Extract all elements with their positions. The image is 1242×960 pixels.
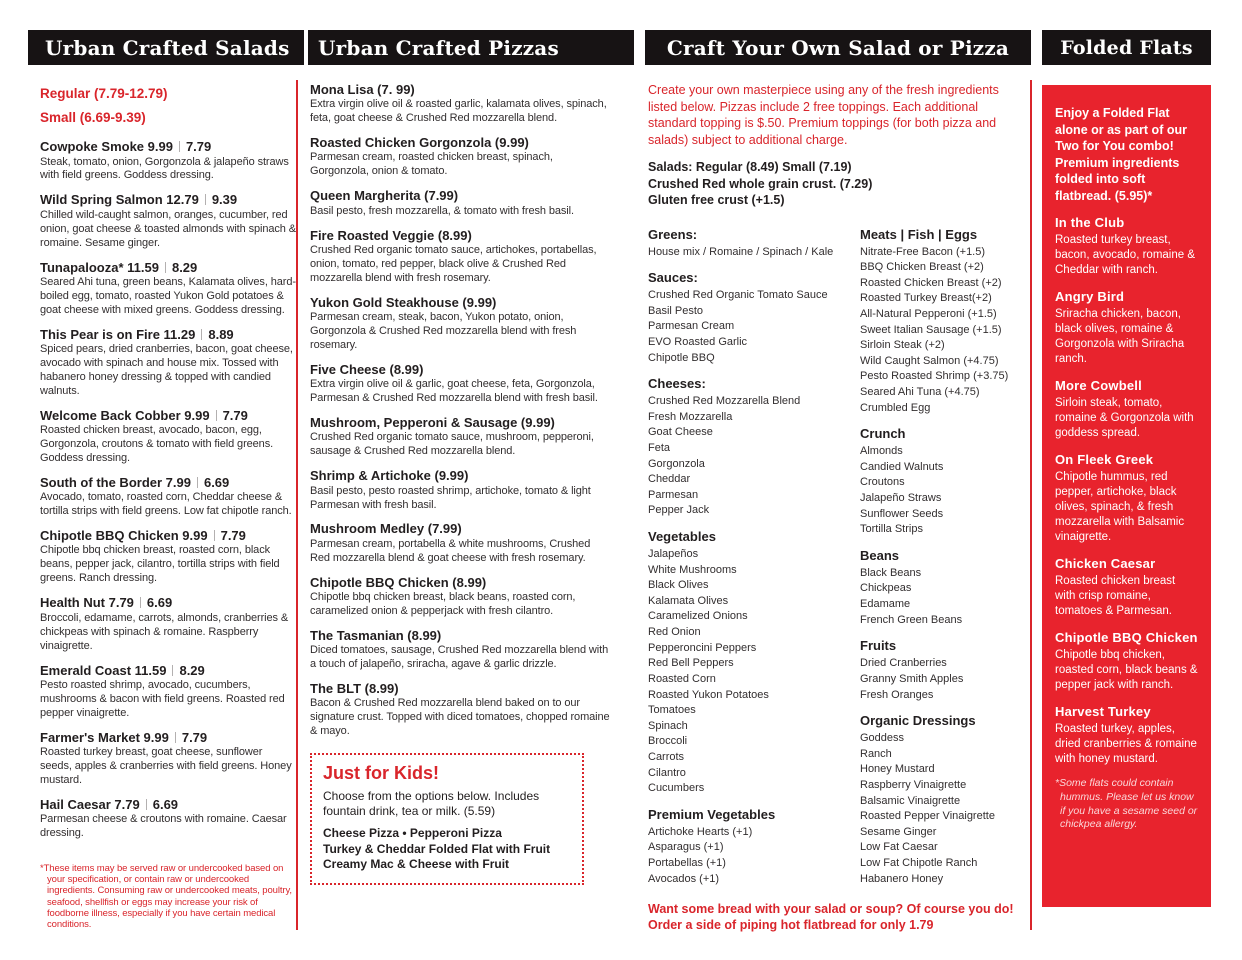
ingredient-group-fruits: [860, 638, 1028, 703]
price-divider: [179, 141, 180, 152]
salad-item-title: Chipotle BBQ Chicken 9.99 7.79: [40, 528, 246, 544]
price-divider: [175, 732, 176, 743]
pizza-item-description: Basil pesto, fresh mozzarella, & tomato with fresh basil.: [310, 204, 574, 217]
salad-item-description: Chilled wild-caught salmon, oranges, cucumber, red onion, goat cheese & toasted almonds with spinach & romaine. Sesame ginger.: [40, 208, 297, 249]
pizza-menu-item: [310, 362, 613, 406]
salad-item-title: This Pear is on Fire 11.29 8.89: [40, 326, 234, 342]
group-title: Sauces:: [648, 270, 698, 286]
craft-intro-text: Create your own masterpiece using any of the fresh ingredients listed below. Pizzas include 2 free toppings. Each additional standard topping is $.50. Premium toppings (for both pizza and salads) subject to additional charge.: [648, 83, 999, 147]
ingredient-item: Artichoke Hearts (+1): [648, 825, 753, 838]
salad-item-title: Farmer's Market 9.99 7.79: [40, 729, 208, 745]
ingredient-item: Portabellas (+1): [648, 857, 726, 869]
ingredient-item: Nitrate-Free Bacon (+1.5): [860, 245, 986, 258]
group-title: Fruits: [860, 638, 897, 654]
ingredient-item: Parmesan: [648, 488, 699, 501]
salad-item-title: Health Nut 7.79 6.69: [40, 595, 173, 611]
pizzas-column: [310, 82, 613, 885]
just-for-kids-box: [310, 753, 584, 885]
flat-item-name: Chicken Caesar: [1055, 556, 1156, 572]
price-divider: [201, 329, 202, 340]
pizza-item-title: Mushroom Medley (7.99): [310, 521, 462, 537]
ingredient-item: Edamame: [860, 598, 911, 611]
salads-item-list: [40, 139, 296, 841]
salad-item-title: Emerald Coast 11.59 8.29: [40, 662, 205, 678]
ingredient-list: [648, 825, 860, 887]
ingredient-item: Honey Mustard: [860, 763, 935, 776]
ingredient-item: Spinach: [648, 719, 688, 732]
ingredient-item: EVO Roasted Garlic: [648, 335, 748, 348]
pizza-menu-item: [310, 681, 613, 739]
group-title: Organic Dressings: [860, 713, 976, 729]
ingredient-item: Crushed Red Organic Tomato Sauce: [648, 289, 828, 302]
flat-menu-item: [1055, 452, 1198, 545]
price-divider: [197, 477, 198, 488]
ingredient-item: Dried Cranberries: [860, 657, 947, 670]
craft-price-line: Salads: Regular (8.49) Small (7.19): [648, 160, 852, 174]
ingredient-group-vegetables: [648, 529, 860, 797]
ingredient-item: Avocados (+1): [648, 872, 720, 885]
section-header-flats: Folded Flats: [1042, 30, 1211, 65]
pizza-item-description: Crushed Red organic tomato sauce, artichokes, portabellas, onion, tomato, red pepper, black olive & Crushed Red mozzarella blend with fresh rosemary.: [310, 243, 597, 284]
kids-box-title: Just for Kids!: [323, 763, 440, 784]
flat-item-name: Harvest Turkey: [1055, 704, 1151, 720]
pizza-item-title: The Tasmanian (8.99): [310, 627, 442, 643]
pizza-menu-item: [310, 575, 613, 619]
ingredient-group-beans: [860, 548, 1028, 628]
flat-item-description: Roasted chicken breast with crisp romaine, tomatoes & Parmesan.: [1055, 575, 1176, 618]
flat-item-description: Sriracha chicken, bacon, black olives, romaine & Gorgonzola with Sriracha ranch.: [1055, 308, 1185, 366]
salads-size-small: Small (6.69-9.39): [40, 109, 146, 125]
ingredient-item: Almonds: [860, 445, 903, 458]
group-title: Crunch: [860, 426, 906, 442]
ingredient-item: Sirloin Steak (+2): [860, 339, 945, 352]
salad-item-description: Roasted chicken breast, avocado, bacon, egg, Gorgonzola, croutons & tomato with field greens. Goddess dressing.: [40, 424, 274, 465]
ingredient-group-premium-vegetables: [648, 807, 860, 887]
salad-item-description: Avocado, tomato, roasted corn, Cheddar cheese & tortilla strips with field greens. Low fat chipotle ranch.: [40, 491, 292, 518]
salad-item-description: Broccoli, edamame, carrots, almonds, cranberries & chickpeas with spinach & romaine. Raspberry vinaigrette.: [40, 611, 289, 652]
salad-item-title: South of the Border 7.99 6.69: [40, 475, 230, 491]
pizza-menu-item: [310, 295, 613, 353]
ingredient-item: Red Bell Peppers: [648, 657, 734, 670]
ingredient-item: Low Fat Caesar: [860, 841, 938, 854]
pizza-item-description: Crushed Red organic tomato sauce, mushroom, pepperoni, sausage & Crushed Red mozzarella blend.: [310, 431, 594, 458]
group-title: Vegetables: [648, 529, 716, 545]
section-header-pizzas: Urban Crafted Pizzas: [308, 30, 634, 65]
ingredient-group-crunch: [860, 426, 1028, 538]
ingredient-item: Raspberry Vinaigrette: [860, 778, 967, 791]
salad-menu-item: [40, 327, 296, 399]
pizzas-item-list: [310, 82, 613, 739]
pizza-item-description: Extra virgin olive oil & garlic, goat cheese, feta, Gorgonzola, Parmesan & Crushed Red mozzarella blend with fresh basil.: [310, 378, 598, 405]
ingredient-item: Pepper Jack: [648, 504, 710, 517]
kids-box-description: Choose from the options below. Includes fountain drink, tea or milk. (5.59): [323, 789, 540, 819]
craft-price-line: Crushed Red whole grain crust. (7.29): [648, 176, 873, 191]
group-title: Greens:: [648, 226, 698, 242]
salad-item-description: Seared Ahi tuna, green beans, Kalamata olives, hard-boiled egg, tomato, roasted Yukon Gold potatoes & goat cheese with mixed greens. Goddess dressing.: [40, 275, 296, 316]
section-header-craft: Craft Your Own Salad or Pizza: [645, 30, 1031, 65]
pizza-menu-item: [310, 628, 613, 672]
pizza-item-title: Shrimp & Artichoke (9.99): [310, 468, 469, 484]
ingredient-item: Fresh Oranges: [860, 688, 934, 701]
pizza-item-title: Fire Roasted Veggie (8.99): [310, 227, 472, 243]
ingredient-list: [860, 566, 1028, 628]
price-divider: [214, 530, 215, 541]
price-divider: [140, 597, 141, 608]
pizza-menu-item: [310, 228, 613, 286]
ingredient-item: Caramelized Onions: [648, 610, 748, 623]
salad-menu-item: [40, 260, 296, 318]
ingredient-item: Croutons: [860, 476, 905, 489]
ingredient-item: Chickpeas: [860, 582, 912, 595]
ingredient-item: Goddess: [860, 732, 905, 745]
salad-menu-item: [40, 139, 296, 183]
pizza-menu-item: [310, 135, 613, 179]
salad-item-title: Cowpoke Smoke 9.99 7.79: [40, 139, 212, 155]
salads-size-note: [40, 82, 296, 129]
ingredient-item: Black Olives: [648, 579, 709, 592]
kids-option: Cheese Pizza • Pepperoni Pizza: [323, 826, 502, 841]
ingredient-item: Cucumbers: [648, 782, 705, 795]
ingredient-item: Crumbled Egg: [860, 401, 931, 414]
ingredient-list: [860, 656, 1028, 703]
ingredient-item: Low Fat Chipotle Ranch: [860, 857, 978, 869]
salad-menu-item: [40, 528, 296, 586]
flat-item-name: More Cowbell: [1055, 378, 1142, 394]
ingredient-item: Seared Ahi Tuna (+4.75): [860, 385, 980, 398]
flat-item-name: Angry Bird: [1055, 289, 1125, 305]
craft-price-lines: [648, 159, 1028, 209]
ingredient-item: Fresh Mozzarella: [648, 410, 733, 423]
salads-size-regular: Regular (7.79-12.79): [40, 86, 168, 101]
ingredient-item: Sunflower Seeds: [860, 507, 944, 520]
pizza-item-title: Yukon Gold Steakhouse (9.99): [310, 294, 497, 310]
folded-flats-panel: [1042, 85, 1211, 907]
flats-intro-text: Enjoy a Folded Flat alone or as part of our Two for You combo! Premium ingredients folded into soft flatbread. (5.95)*: [1055, 106, 1187, 203]
flat-menu-item: [1055, 215, 1198, 278]
ingredient-item: Roasted Pepper Vinaigrette: [860, 810, 995, 823]
ingredient-item: Wild Caught Salmon (+4.75): [860, 354, 999, 367]
pizza-item-title: Mona Lisa (7. 99): [310, 82, 415, 97]
ingredient-item: BBQ Chicken Breast (+2): [860, 261, 984, 274]
ingredient-item: Asparagus (+1): [648, 841, 724, 854]
pizza-item-description: Parmesan cream, steak, bacon, Yukon potato, onion, Gorgonzola & Crushed Red mozzarella blend with fresh rosemary.: [310, 311, 577, 351]
section-header-salads: Urban Crafted Salads: [28, 30, 304, 65]
flats-allergy-footnote: *Some flats could contain hummus. Please let us know if you have a sesame seed or chickpea allergy.: [1055, 777, 1198, 831]
ingredient-group-cheeses: [648, 376, 860, 519]
ingredient-group-organic-dressings: [860, 713, 1028, 887]
craft-left-column: [648, 217, 860, 888]
salad-item-title: Tunapalooza* 11.59 8.29: [40, 259, 198, 275]
group-title: Meats | Fish | Eggs: [860, 226, 978, 242]
pizza-item-description: Extra virgin olive oil & roasted garlic, kalamata olives, spinach, feta, goat cheese & Crushed Red mozzarella blend.: [310, 98, 607, 125]
ingredient-group-sauces: [648, 270, 860, 366]
ingredient-item: Pepperoncini Peppers: [648, 641, 757, 654]
pizza-menu-item: [310, 188, 613, 218]
ingredient-item: Parmesan Cream: [648, 320, 735, 333]
ingredient-item: Candied Walnuts: [860, 460, 944, 473]
salad-item-description: Roasted turkey breast, goat cheese, sunflower seeds, apples & cranberries with field greens. Honey mustard.: [40, 745, 292, 786]
ingredient-item: Jalapeño Straws: [860, 492, 942, 505]
price-divider: [216, 410, 217, 421]
ingredient-list: [648, 547, 860, 797]
flatbread-upsell-note: Want some bread with your salad or soup? Of course you do! Order a side of piping hot flatbread for only 1.79: [648, 902, 1014, 933]
flat-menu-item: [1055, 556, 1198, 619]
salad-item-description: Chipotle bbq chicken breast, roasted corn, black beans, pepper jack, cilantro, tortilla strips with field greens. Ranch dressing.: [40, 544, 280, 585]
pizza-item-title: Five Cheese (8.99): [310, 361, 424, 377]
salad-menu-item: [40, 797, 296, 841]
ingredient-list: [648, 245, 860, 261]
salad-menu-item: [40, 730, 296, 788]
salad-menu-item: [40, 192, 296, 250]
ingredient-item: Feta: [648, 441, 671, 454]
kids-option: Turkey & Cheddar Folded Flat with Fruit: [323, 841, 551, 856]
craft-price-line: Gluten free crust (+1.5): [648, 193, 785, 207]
pizza-menu-item: [310, 415, 613, 459]
ingredient-item: Roasted Turkey Breast(+2): [860, 292, 992, 305]
flats-item-list: [1055, 215, 1198, 767]
pizza-menu-item: [310, 468, 613, 512]
ingredient-group-meats-fish-eggs: [860, 227, 1028, 417]
flat-item-description: Roasted turkey breast, bacon, avocado, romaine & Cheddar with ranch.: [1055, 234, 1196, 277]
pizza-item-description: Parmesan cream, portabella & white mushrooms, Crushed Red mozzarella blend & goat cheese with fresh rosemary.: [310, 537, 591, 564]
ingredient-item: Goat Cheese: [648, 426, 713, 439]
price-divider: [205, 194, 206, 205]
ingredient-item: House mix / Romaine / Spinach / Kale: [648, 245, 834, 258]
ingredient-list: [860, 245, 1028, 417]
ingredient-item: Cheddar: [648, 473, 691, 486]
ingredient-item: Gorgonzola: [648, 457, 705, 470]
ingredient-list: [860, 444, 1028, 538]
ingredient-item: Kalamata Olives: [648, 594, 729, 607]
ingredient-item: Jalapeños: [648, 548, 699, 561]
ingredient-list: [648, 288, 860, 366]
salad-item-title: Welcome Back Cobber 9.99 7.79: [40, 407, 248, 423]
pizza-item-title: Chipotle BBQ Chicken (8.99): [310, 574, 487, 590]
raw-food-disclaimer: *These items may be served raw or undercooked based on your specification, or contain raw or undercooked ingredients. Consuming raw or undercooked meats, poultry, seafood, shellfish or eggs may increase your risk of foodborne illness, especially if you have certain medical conditions.: [40, 863, 292, 931]
ingredient-item: Tomatoes: [648, 704, 696, 717]
flat-item-description: Sirloin steak, tomato, romaine & Gorgonzola with goddess spread.: [1055, 397, 1194, 440]
flat-menu-item: [1055, 704, 1198, 767]
salad-menu-item: [40, 408, 296, 466]
ingredient-item: Crushed Red Mozzarella Blend: [648, 395, 801, 408]
pizza-menu-item: [310, 521, 613, 565]
ingredient-item: Black Beans: [860, 566, 922, 579]
flat-item-description: Chipotle bbq chicken, roasted corn, black beans & pepper jack with ranch.: [1055, 649, 1198, 692]
flat-item-name: Chipotle BBQ Chicken: [1055, 630, 1198, 646]
ingredient-item: Broccoli: [648, 735, 688, 748]
pizza-item-description: Parmesan cream, roasted chicken breast, spinach, Gorgonzola, onion & tomato.: [310, 151, 553, 178]
salad-item-description: Steak, tomato, onion, Gorgonzola & jalapeño straws with field greens. Goddess dressing.: [40, 155, 289, 182]
ingredient-item: Sesame Ginger: [860, 825, 937, 838]
kids-options-list: [323, 826, 571, 873]
column-divider: [296, 80, 298, 930]
flat-item-name: In the Club: [1055, 215, 1125, 230]
column-divider: [1030, 80, 1032, 930]
ingredient-item: French Green Beans: [860, 613, 963, 626]
ingredient-item: Roasted Yukon Potatoes: [648, 688, 769, 701]
flat-menu-item: [1055, 378, 1198, 441]
pizza-menu-item: [310, 82, 613, 126]
salad-item-description: Spiced pears, dried cranberries, bacon, goat cheese, avocado with spinach and house mix. Tossed with habanero honey dressing & topped with candied walnuts.: [40, 343, 293, 397]
flat-menu-item: [1055, 289, 1198, 367]
salad-menu-item: [40, 595, 296, 653]
salad-item-description: Parmesan cheese & croutons with romaine. Caesar dressing.: [40, 813, 287, 840]
ingredient-item: Sweet Italian Sausage (+1.5): [860, 323, 1002, 336]
ingredient-list: [648, 394, 860, 519]
ingredient-item: Red Onion: [648, 626, 701, 639]
ingredient-item: Balsamic Vinaigrette: [860, 794, 961, 807]
pizza-item-title: Queen Margherita (7.99): [310, 188, 459, 204]
pizza-item-description: Basil pesto, pesto roasted shrimp, artichoke, tomato & light Parmesan with fresh basil.: [310, 484, 591, 511]
salads-column: [40, 82, 296, 930]
pizza-item-description: Chipotle bbq chicken breast, black beans, roasted corn, caramelized onion & pepperjack with fresh cilantro.: [310, 590, 576, 617]
flat-item-name: On Fleek Greek: [1055, 452, 1154, 468]
ingredient-item: Granny Smith Apples: [860, 672, 964, 685]
group-title: Cheeses:: [648, 376, 706, 392]
flat-menu-item: [1055, 630, 1198, 693]
flat-item-description: Roasted turkey, apples, dried cranberries & romaine with honey mustard.: [1055, 723, 1197, 766]
ingredient-item: Basil Pesto: [648, 304, 704, 317]
pizza-item-description: Diced tomatoes, sausage, Crushed Red mozzarella blend with a touch of jalapeño, sriracha, agave & garlic drizzle.: [310, 644, 609, 671]
ingredient-item: Carrots: [648, 750, 685, 763]
price-divider: [146, 799, 147, 810]
ingredient-item: Ranch: [860, 747, 892, 760]
price-divider: [165, 262, 166, 273]
ingredient-item: Habanero Honey: [860, 872, 944, 885]
ingredient-item: White Mushrooms: [648, 563, 737, 576]
ingredient-item: Tortilla Strips: [860, 523, 923, 536]
salad-menu-item: [40, 663, 296, 721]
price-divider: [172, 665, 173, 676]
salad-item-title: Wild Spring Salmon 12.79 9.39: [40, 192, 238, 208]
ingredient-item: Chipotle BBQ: [648, 351, 715, 364]
ingredient-item: Roasted Chicken Breast (+2): [860, 276, 1002, 289]
salad-item-title: Hail Caesar 7.79 6.69: [40, 796, 179, 812]
salad-item-description: Pesto roasted shrimp, avocado, cucumbers, mushrooms & bacon with field greens. Roasted red pepper vinaigrette.: [40, 678, 285, 719]
ingredient-list: [860, 731, 1028, 887]
craft-right-column: [860, 217, 1028, 888]
craft-ingredient-columns: [648, 217, 1028, 888]
kids-option: Creamy Mac & Cheese with Fruit: [323, 857, 510, 872]
ingredient-group-greens: [648, 227, 860, 261]
pizza-item-title: The BLT (8.99): [310, 681, 399, 697]
pizza-item-title: Roasted Chicken Gorgonzola (9.99): [310, 135, 529, 151]
ingredient-item: Cilantro: [648, 766, 686, 779]
flat-item-description: Chipotle hummus, red pepper, artichoke, black olives, spinach, & fresh mozzarella with Balsamic vinaigrette.: [1055, 471, 1185, 544]
craft-column: [648, 82, 1028, 934]
ingredient-item: All-Natural Pepperoni (+1.5): [860, 307, 997, 320]
pizza-item-description: Bacon & Crushed Red mozzarella blend baked on to our signature crust. Topped with diced tomatoes, chopped romaine & mayo.: [310, 697, 610, 738]
ingredient-item: Roasted Corn: [648, 672, 716, 685]
group-title: Beans: [860, 547, 900, 563]
ingredient-item: Pesto Roasted Shrimp (+3.75): [860, 370, 1009, 383]
salad-menu-item: [40, 475, 296, 519]
group-title: Premium Vegetables: [648, 806, 776, 822]
pizza-item-title: Mushroom, Pepperoni & Sausage (9.99): [310, 415, 555, 431]
